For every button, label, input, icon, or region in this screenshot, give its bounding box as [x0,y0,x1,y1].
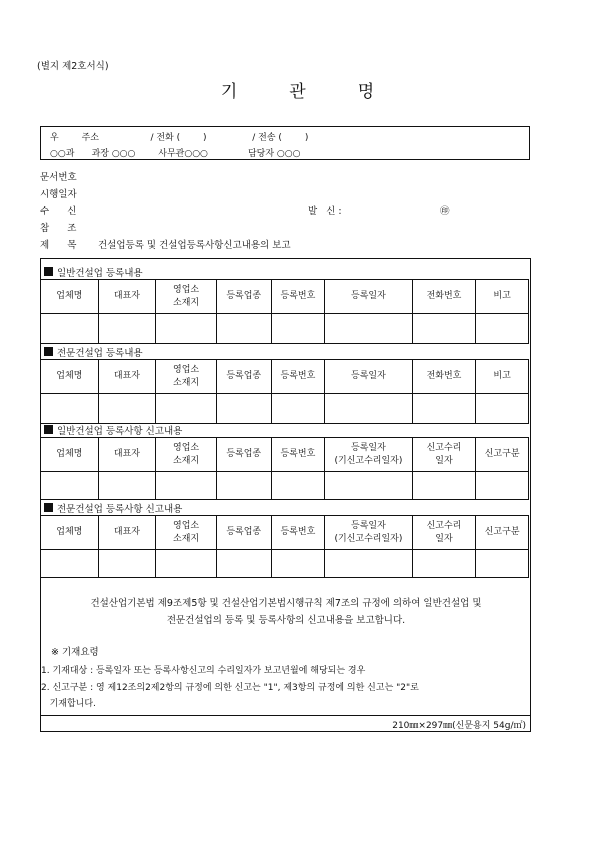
col-header: 전화번호 [412,280,476,314]
table-cell[interactable] [325,472,412,500]
col-header: 등록일자 (기신고수리일자) [325,438,412,472]
col-header: 영업소 소재지 [156,438,217,472]
table-cell[interactable] [412,550,476,578]
form-number: (별지 제2호서식) [37,61,109,72]
section-title-text: 일반건설업 등록사항 신고내용 [57,426,183,437]
col-header: 대표자 [98,438,156,472]
col-header: 등록번호 [271,360,325,394]
exec-date-label: 시행일자 [40,189,77,200]
table-cell[interactable] [271,314,325,344]
contact-header-box [40,126,530,160]
col-header: 대표자 [98,360,156,394]
notes-title: ※ 기재요령 [51,647,99,658]
table-cell[interactable] [41,314,99,344]
col-header: 비고 [476,360,529,394]
table-cell[interactable] [476,314,529,344]
col-header: 전화번호 [412,360,476,394]
paper-spec: 210㎜×297㎜(신문용지 54g/㎡) [392,721,526,731]
col-header: 영업소 소재지 [156,280,217,314]
table-cell[interactable] [98,472,156,500]
table-cell[interactable] [412,472,476,500]
table-cell[interactable] [41,472,99,500]
filled-square-icon [44,503,53,512]
col-header: 신고구분 [476,516,529,550]
sender-label: 발 신 : [308,206,342,217]
section-title-text: 일반건설업 등록내용 [57,268,143,279]
report-statement [45,595,527,629]
section-title-text: 전문건설업 등록내용 [57,348,143,359]
col-header: 대표자 [98,516,156,550]
table-cell[interactable] [98,314,156,344]
note-item-1: 1. 기재대상 : 등록일자 또는 등록사항신고의 수리일자가 보고년월에 해당되는 경우 [41,666,366,676]
table-cell[interactable] [476,394,529,424]
col-header: 대표자 [98,280,156,314]
col-header: 업체명 [41,360,99,394]
registration-table [40,359,529,424]
table-cell[interactable] [271,394,325,424]
section-title [44,265,143,279]
section-title-text: 전문건설업 등록사항 신고내용 [57,504,183,515]
divider [41,715,530,716]
col-header: 신고수리 일자 [412,516,476,550]
section-title [44,501,182,515]
recipient-label: 수 신 [40,206,77,217]
col-header: 업체명 [41,516,99,550]
title-char-1: 기 [220,82,238,102]
section-title [44,423,182,437]
table-cell[interactable] [41,394,99,424]
table-cell[interactable] [216,472,271,500]
table-cell[interactable] [325,550,412,578]
table-cell[interactable] [412,394,476,424]
col-header: 신고구분 [476,438,529,472]
col-header: 등록업종 [216,280,271,314]
officials-row: ○○과 과장 ○○○ 사무관○○○ 담당자 ○○○ [50,149,301,159]
table-cell[interactable] [271,472,325,500]
report-table [40,437,529,500]
report-statement-line: 건설산업기본법 제9조제5항 및 건설산업기본법시행규칙 제7조의 규정에 의하여 일반건설업 및 [90,598,482,609]
table-cell[interactable] [156,314,217,344]
col-header: 등록일자 (기신고수리일자) [325,516,412,550]
table-cell[interactable] [216,394,271,424]
table-cell[interactable] [156,394,217,424]
registration-table [40,279,529,344]
table-cell[interactable] [41,550,99,578]
table-row [41,550,529,578]
table-cell[interactable] [156,472,217,500]
title-char-2: 관 [289,82,306,102]
doc-number-label: 문서번호 [40,172,77,183]
col-header: 등록일자 [325,280,412,314]
table-row [41,472,529,500]
contact-row: 우 주소 / 전화 ( ) / 전송 ( ) [50,133,309,143]
col-header: 비고 [476,280,529,314]
table-cell[interactable] [156,550,217,578]
col-header: 등록번호 [271,280,325,314]
col-header: 등록업종 [216,516,271,550]
table-cell[interactable] [271,550,325,578]
filled-square-icon [44,267,53,276]
filled-square-icon [44,347,53,356]
col-header: 등록일자 [325,360,412,394]
subject-text: 건설업등록 및 건설업등록사항신고내용의 보고 [98,240,291,251]
col-header: 업체명 [41,280,99,314]
table-cell[interactable] [98,394,156,424]
table-cell[interactable] [476,472,529,500]
col-header: 등록업종 [216,360,271,394]
table-row [41,314,529,344]
table-cell[interactable] [98,550,156,578]
reference-label: 참 조 [40,223,77,234]
col-header: 등록번호 [271,516,325,550]
table-cell[interactable] [325,394,412,424]
report-table [40,515,529,578]
col-header: 영업소 소재지 [156,516,217,550]
col-header: 신고수리 일자 [412,438,476,472]
subject-label: 제 목 [40,240,77,251]
col-header: 업체명 [41,438,99,472]
table-cell[interactable] [216,314,271,344]
table-cell[interactable] [412,314,476,344]
table-cell[interactable] [325,314,412,344]
section-title [44,345,143,359]
col-header: 등록업종 [216,438,271,472]
col-header: 등록번호 [271,438,325,472]
note-item-2-cont: 기재합니다. [41,699,96,709]
report-statement-line: 전문건설업의 등록 및 등록사항의 신고내용을 보고합니다. [166,615,406,626]
title-char-3: 명 [357,82,375,102]
report-form-box [40,258,531,732]
filled-square-icon [44,425,53,434]
table-cell[interactable] [476,550,529,578]
table-row [41,394,529,424]
col-header: 영업소 소재지 [156,360,217,394]
seal-mark: ㊞ [440,206,450,217]
note-item-2: 2. 신고구분 : 영 제12조의2제2항의 규정에 의한 신고는 "1", 제3항의 규정에 의한 신고는 "2"로 [41,683,419,693]
agency-name-title [0,77,595,102]
table-cell[interactable] [216,550,271,578]
